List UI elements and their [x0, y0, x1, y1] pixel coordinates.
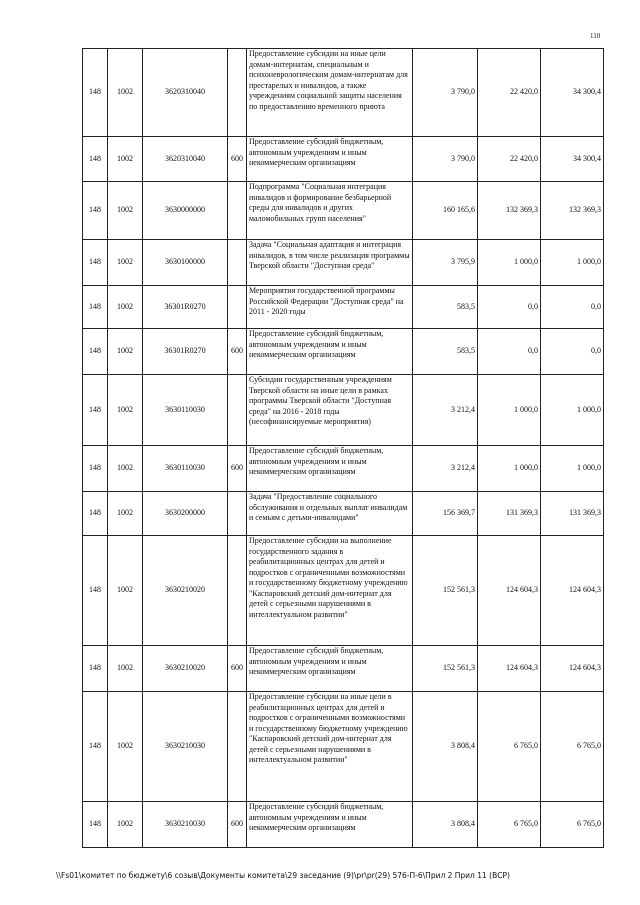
ministry-code-cell: 148 — [83, 49, 108, 137]
description-cell: Предоставление субсидии на иные цели домам-интернатам, специальным и психоневрологическим домам-интернатам для престарелых и инвалидов, а также учреждениям социальной защиты населения по предоставлению временного приюта — [247, 49, 413, 137]
ministry-code-cell: 148 — [83, 802, 108, 848]
amount-year1-cell: 3 795,9 — [413, 240, 478, 286]
description-cell: Предоставление субсидии на иные цели в реабилитационных центрах для детей и подростков с ограниченными возможностями и государственному бюджетному учреждению "Каспаровский детский дом-интернат для детей с серьезными нарушениями в интеллектуальном развитии" — [247, 692, 413, 802]
table-body — [83, 49, 604, 848]
amount-year2-cell: 132 369,3 — [478, 182, 541, 240]
amount-year3-cell: 6 765,0 — [541, 802, 604, 848]
amount-year3-cell: 1 000,0 — [541, 446, 604, 492]
amount-year3-cell: 34 300,4 — [541, 137, 604, 182]
amount-year1-cell: 152 561,3 — [413, 536, 478, 646]
target-article-cell: 3630000000 — [143, 182, 228, 240]
ministry-code-cell: 148 — [83, 646, 108, 692]
description-cell: Мероприятия государственной программы Российской Федерации "Доступная среда" на 2011 - 2020 годы — [247, 286, 413, 329]
expense-type-cell — [228, 692, 247, 802]
ministry-code-cell: 148 — [83, 286, 108, 329]
amount-year3-cell: 124 604,3 — [541, 536, 604, 646]
amount-year2-cell: 124 604,3 — [478, 646, 541, 692]
description-cell: Предоставление субсидий бюджетным, автономным учреждениям и иным некоммерческим организациям — [247, 446, 413, 492]
description-cell: Подпрограмма "Социальная интеграция инвалидов и формирование безбарьерной среды для инвалидов и других маломобильных групп населения" — [247, 182, 413, 240]
expense-type-cell — [228, 492, 247, 536]
amount-year1-cell: 3 808,4 — [413, 802, 478, 848]
amount-year1-cell: 583,5 — [413, 329, 478, 375]
section-code-cell: 1002 — [108, 137, 143, 182]
amount-year2-cell: 0,0 — [478, 329, 541, 375]
section-code-cell: 1002 — [108, 286, 143, 329]
target-article-cell: 3630210020 — [143, 646, 228, 692]
amount-year2-cell: 1 000,0 — [478, 446, 541, 492]
section-code-cell: 1002 — [108, 446, 143, 492]
amount-year1-cell: 160 165,6 — [413, 182, 478, 240]
section-code-cell: 1002 — [108, 375, 143, 446]
amount-year1-cell: 3 212,4 — [413, 446, 478, 492]
table-row — [83, 182, 604, 240]
amount-year3-cell: 0,0 — [541, 329, 604, 375]
ministry-code-cell: 148 — [83, 692, 108, 802]
target-article-cell: 36301R0270 — [143, 286, 228, 329]
budget-table — [82, 48, 604, 848]
description-cell: Предоставление субсидий бюджетным, автономным учреждениям и иным некоммерческим организациям — [247, 329, 413, 375]
amount-year1-cell: 152 561,3 — [413, 646, 478, 692]
amount-year2-cell: 1 000,0 — [478, 240, 541, 286]
amount-year3-cell: 1 000,0 — [541, 240, 604, 286]
ministry-code-cell: 148 — [83, 375, 108, 446]
amount-year1-cell: 3 808,4 — [413, 692, 478, 802]
section-code-cell: 1002 — [108, 240, 143, 286]
description-cell: Задача "Предоставление социального обслуживания и отдельных выплат инвалидам и семьям с детьми-инвалидами" — [247, 492, 413, 536]
target-article-cell: 3630110030 — [143, 446, 228, 492]
target-article-cell: 36301R0270 — [143, 329, 228, 375]
target-article-cell: 3620310040 — [143, 49, 228, 137]
table-row — [83, 446, 604, 492]
expense-type-cell: 600 — [228, 446, 247, 492]
amount-year3-cell: 131 369,3 — [541, 492, 604, 536]
amount-year3-cell: 6 765,0 — [541, 692, 604, 802]
ministry-code-cell: 148 — [83, 329, 108, 375]
amount-year2-cell: 131 369,3 — [478, 492, 541, 536]
section-code-cell: 1002 — [108, 646, 143, 692]
amount-year2-cell: 22 420,0 — [478, 49, 541, 137]
section-code-cell: 1002 — [108, 802, 143, 848]
table-row — [83, 692, 604, 802]
section-code-cell: 1002 — [108, 492, 143, 536]
amount-year2-cell: 0,0 — [478, 286, 541, 329]
amount-year3-cell: 132 369,3 — [541, 182, 604, 240]
table-row — [83, 375, 604, 446]
ministry-code-cell: 148 — [83, 446, 108, 492]
description-cell: Предоставление субсидии на выполнение государственного задания в реабилитационных центрах для детей и подростков с ограниченными возможностями и государственному бюджетному учреждению "Каспаровский детский дом-интернат для детей с серьезными нарушениями в интеллектуальном развитии" — [247, 536, 413, 646]
table-row — [83, 329, 604, 375]
amount-year3-cell: 0,0 — [541, 286, 604, 329]
table-row — [83, 646, 604, 692]
description-cell: Предоставление субсидий бюджетным, автономным учреждениям и иным некоммерческим организациям — [247, 802, 413, 848]
section-code-cell: 1002 — [108, 329, 143, 375]
amount-year2-cell: 22 420,0 — [478, 137, 541, 182]
table-row — [83, 49, 604, 137]
table-row — [83, 286, 604, 329]
description-cell: Предоставление субсидий бюджетным, автономным учреждениям и иным некоммерческим организациям — [247, 646, 413, 692]
amount-year2-cell: 6 765,0 — [478, 802, 541, 848]
section-code-cell: 1002 — [108, 536, 143, 646]
target-article-cell: 3630210020 — [143, 536, 228, 646]
section-code-cell: 1002 — [108, 49, 143, 137]
section-code-cell: 1002 — [108, 182, 143, 240]
amount-year1-cell: 583,5 — [413, 286, 478, 329]
table-row — [83, 492, 604, 536]
amount-year2-cell: 1 000,0 — [478, 375, 541, 446]
expense-type-cell: 600 — [228, 802, 247, 848]
target-article-cell: 3630210030 — [143, 802, 228, 848]
description-cell: Предоставление субсидий бюджетным, автономным учреждениям и иным некоммерческим организациям — [247, 137, 413, 182]
table-row — [83, 137, 604, 182]
amount-year2-cell: 6 765,0 — [478, 692, 541, 802]
ministry-code-cell: 148 — [83, 182, 108, 240]
expense-type-cell — [228, 182, 247, 240]
amount-year3-cell: 34 300,4 — [541, 49, 604, 137]
ministry-code-cell: 148 — [83, 137, 108, 182]
ministry-code-cell: 148 — [83, 536, 108, 646]
description-cell: Задача "Социальная адаптация и интеграция инвалидов, в том числе реализация программы Тверской области "Доступная среда" — [247, 240, 413, 286]
expense-type-cell — [228, 240, 247, 286]
expense-type-cell — [228, 286, 247, 329]
target-article-cell: 3620310040 — [143, 137, 228, 182]
amount-year1-cell: 3 790,0 — [413, 137, 478, 182]
expense-type-cell — [228, 536, 247, 646]
amount-year3-cell: 1 000,0 — [541, 375, 604, 446]
amount-year3-cell: 124 604,3 — [541, 646, 604, 692]
table-row — [83, 802, 604, 848]
amount-year2-cell: 124 604,3 — [478, 536, 541, 646]
ministry-code-cell: 148 — [83, 492, 108, 536]
description-cell: Субсидии государственным учреждениям Тверской области на иные цели в рамках программы Тверской области "Доступная среда" на 2016 - 2018 годы (несофинансируемые мероприятия) — [247, 375, 413, 446]
target-article-cell: 3630200000 — [143, 492, 228, 536]
table-row — [83, 536, 604, 646]
page-number: 110 — [590, 32, 601, 40]
amount-year1-cell: 3 790,0 — [413, 49, 478, 137]
amount-year1-cell: 156 369,7 — [413, 492, 478, 536]
expense-type-cell — [228, 375, 247, 446]
target-article-cell: 3630210030 — [143, 692, 228, 802]
section-code-cell: 1002 — [108, 692, 143, 802]
ministry-code-cell: 148 — [83, 240, 108, 286]
target-article-cell: 3630110030 — [143, 375, 228, 446]
target-article-cell: 3630100000 — [143, 240, 228, 286]
expense-type-cell: 600 — [228, 329, 247, 375]
expense-type-cell: 600 — [228, 646, 247, 692]
table-row — [83, 240, 604, 286]
expense-type-cell: 600 — [228, 137, 247, 182]
amount-year1-cell: 3 212,4 — [413, 375, 478, 446]
expense-type-cell — [228, 49, 247, 137]
footer-file-path: \\Fs01\комитет по бюджету\6 созыв\Документы комитета\29 заседание (9)\pr\pr(29) 576-П-6\Прил 2 Прил 11 (ВСР) — [56, 871, 510, 880]
